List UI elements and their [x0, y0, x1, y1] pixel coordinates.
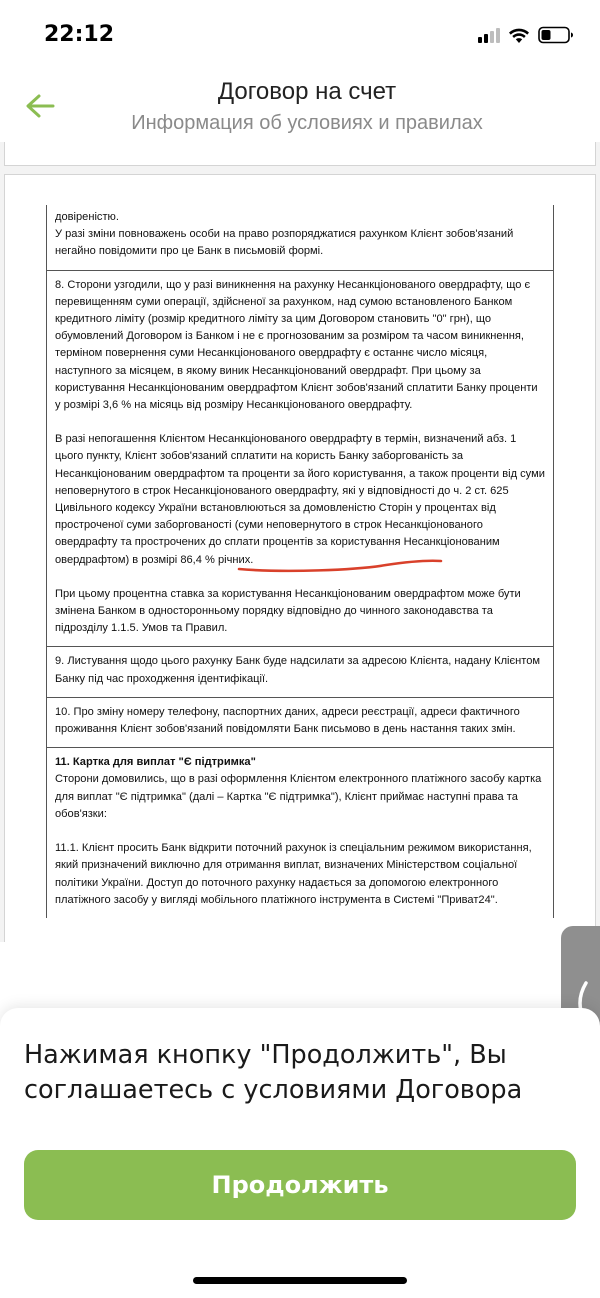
- bottom-sheet: [0, 1008, 600, 1298]
- terms-cell-correspondence: [47, 647, 553, 697]
- terms-text: У разі зміни повноважень особи на право розпоряджатися рахунком Клієнт зобов'язаний негайно повідомити про це Банк в письмовій формі.: [55, 228, 514, 258]
- wifi-icon: [508, 27, 530, 44]
- page-subtitle: Информация об условиях и правилах: [131, 112, 483, 134]
- signal-icon: [478, 27, 500, 43]
- continue-button[interactable]: Продолжить: [24, 1150, 576, 1220]
- terms-cell-support-card: [47, 748, 553, 918]
- previous-page: [4, 142, 596, 166]
- terms-text: 11.1. Клієнт просить Банк відкрити поточний рахунок із спеціальним режимом використання, який призначений виключно для отримання виплат, визначених Міністерством соціальної політики України. Доступ до поточного рахунку надається за допомогою електронного платіжного засобу у вигляді мобільного платіжного інструмента в Системі "Приват24".: [55, 842, 532, 906]
- terms-text: 8. Сторони узгодили, що у разі виникнення на рахунку Несанкціонованого овердрафту, що є перевищенням суми операції, здійсненої за рахунком, над сумою встановленого Банком кредитного ліміту (розмір кредитного ліміту за цим Договором становить "0" грн), що обумовлений Договором із Банком і не є прогнозованим за розміром та часом виникнення, терміном повернення суми Несанкціонованого овердрафту є останнє число місяця, наступного за місяцем, в якому виник Несанкціонований овердрафт. При цьому за користування Несанкціонованим овердрафтом Клієнт зобов'язаний сплатити Банку проценти у розмірі 3,6 % на місяць від розміру Несанкціонованого овердрафту.: [55, 278, 538, 412]
- terms-heading: 11. Картка для виплат "Є підтримка": [55, 756, 256, 769]
- status-time: 22:12: [44, 22, 115, 47]
- terms-cell-notifications: [47, 698, 553, 748]
- battery-icon: [538, 26, 574, 44]
- consent-text: Нажимая кнопку "Продолжить", Вы соглашаетесь с условиями Договора: [24, 1040, 523, 1105]
- terms-text: 10. Про зміну номеру телефону, паспортних даних, адреси реєстрації, адреси фактичного проживання Клієнт зобов'язаний повідомляти Банк письмово в день настання таких змін.: [55, 705, 520, 736]
- header: [0, 70, 600, 142]
- terms-cell-authority: [47, 205, 553, 271]
- status-icons: [478, 24, 574, 46]
- status-bar: [0, 0, 600, 70]
- page-title: Договор на счет: [217, 78, 397, 105]
- terms-text: Сторони домовились, що в разі оформлення Клієнтом електронного платіжного засобу картка для виплат "Є підтримка" (далі – Картка "Є підтримка"), Клієнт приймає наступні права та обов'язки:: [55, 773, 542, 820]
- terms-cell-overdraft: [47, 271, 553, 648]
- home-indicator[interactable]: [193, 1277, 407, 1284]
- terms-text: довіреністю.: [55, 211, 119, 223]
- terms-text: В разі непогашення Клієнтом Несанкціонованого овердрафту в термін, визначений абз. 1 цього пункту, Клієнт зобов'язаний сплатити на користь Банку заборгованість за Несанкціонованим овердрафтом та проценти за його користування, а також проценти від суми неповернутого в строк Несанкціонованого овердрафту, які у відповідності до ч. 2 ст. 625 Цивільного кодексу України встановлюються за домовленістю Сторін у процентах від простроченої суми заборгованості (суми неповернутого в строк Несанкціонованого овердрафту та прострочених до сплати процентів за користування Несанкціонованим овердрафтом) в розмірі 86,4 % річних.: [55, 433, 545, 566]
- annotation-underline: [236, 552, 446, 576]
- terms-text: При цьому процентна ставка за користування Несанкціонованим овердрафтом може бути змінена Банком в односторонньому порядку відповідно до чинного законодавства та підрозділу 1.1.5. Умов та Правил.: [55, 587, 521, 635]
- terms-text: 9. Листування щодо цього рахунку Банк буде надсилати за адресою Клієнта, надану Клієнтом Банку під час проходження ідентифікації.: [55, 655, 541, 685]
